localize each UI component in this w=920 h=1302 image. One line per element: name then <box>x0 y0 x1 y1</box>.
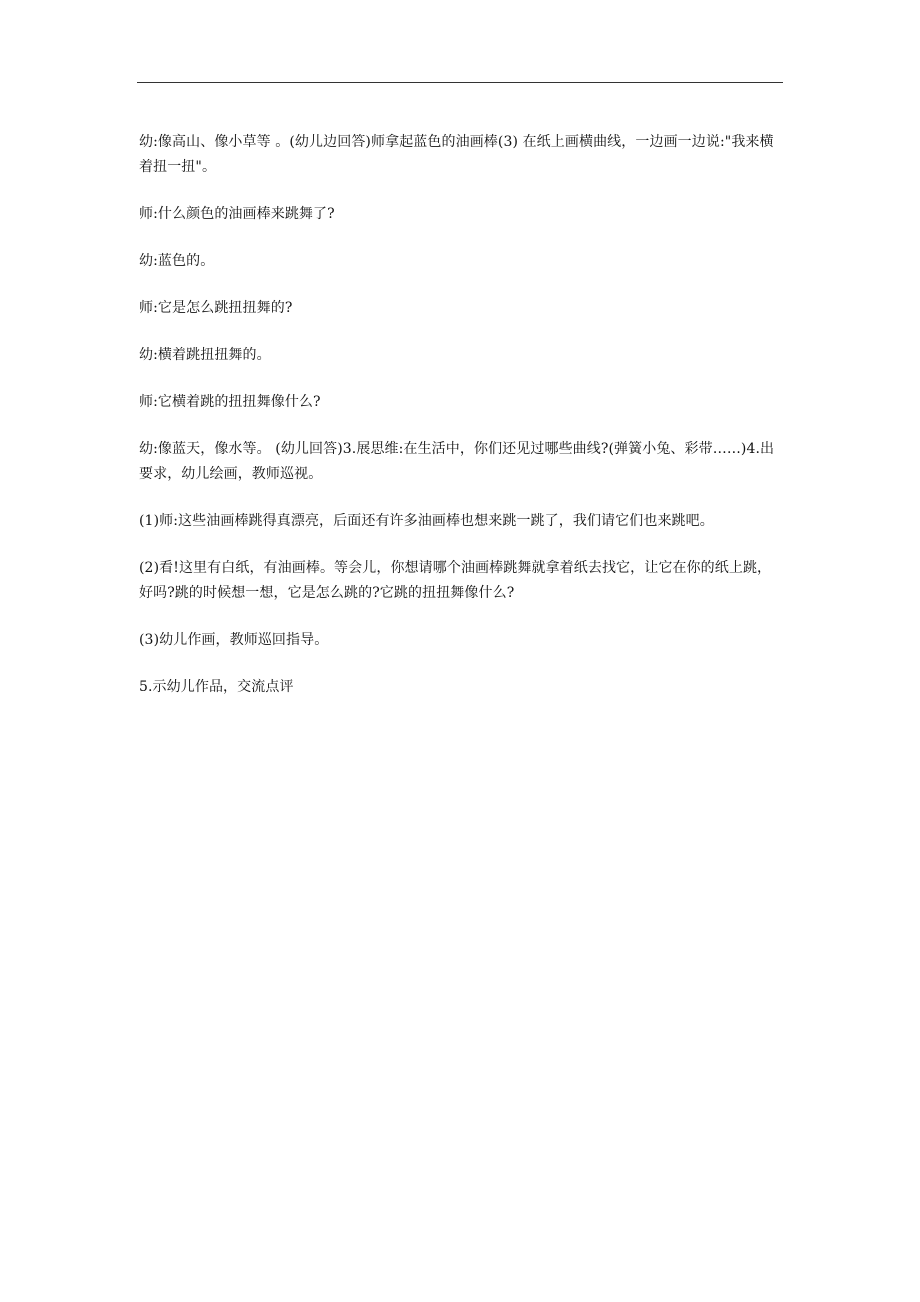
document-body <box>139 130 785 722</box>
paragraph-11: 5.示幼儿作品，交流点评 <box>139 679 294 695</box>
paragraph-3: 幼:蓝色的。 <box>139 253 215 269</box>
paragraph-2: 师:什么颜色的油画棒来跳舞了? <box>139 206 335 222</box>
header-divider <box>137 82 783 83</box>
paragraph-4: 师:它是怎么跳扭扭舞的? <box>139 300 293 316</box>
paragraph-6: 师:它横着跳的扭扭舞像什么? <box>139 394 321 410</box>
paragraph-5: 幼:横着跳扭扭舞的。 <box>139 347 271 363</box>
paragraph-9: (2)看!这里有白纸，有油画棒。等会儿，你想请哪个油画棒跳舞就拿着纸去找它，让它在你的纸上跳，好吗?跳的时候想一想，它是怎么跳的?它跳的扭扭舞像什么? <box>139 560 772 601</box>
paragraph-8: (1)师:这些油画棒跳得真漂亮，后面还有许多油画棒也想来跳一跳了，我们请它们也来跳吧。 <box>139 513 714 529</box>
paragraph-1: 幼:像高山、像小草等 。(幼儿边回答)师拿起蓝色的油画棒(3) 在纸上画横曲线，一边画一边说:"我来横着扭一扭"。 <box>139 134 774 175</box>
paragraph-10: (3)幼儿作画，教师巡回指导。 <box>139 632 329 648</box>
paragraph-7: 幼:像蓝天，像水等。 (幼儿回答)3.展思维:在生活中，你们还见过哪些曲线?(弹簧小兔、彩带……)4.出要求，幼儿绘画，教师巡视。 <box>139 441 775 482</box>
